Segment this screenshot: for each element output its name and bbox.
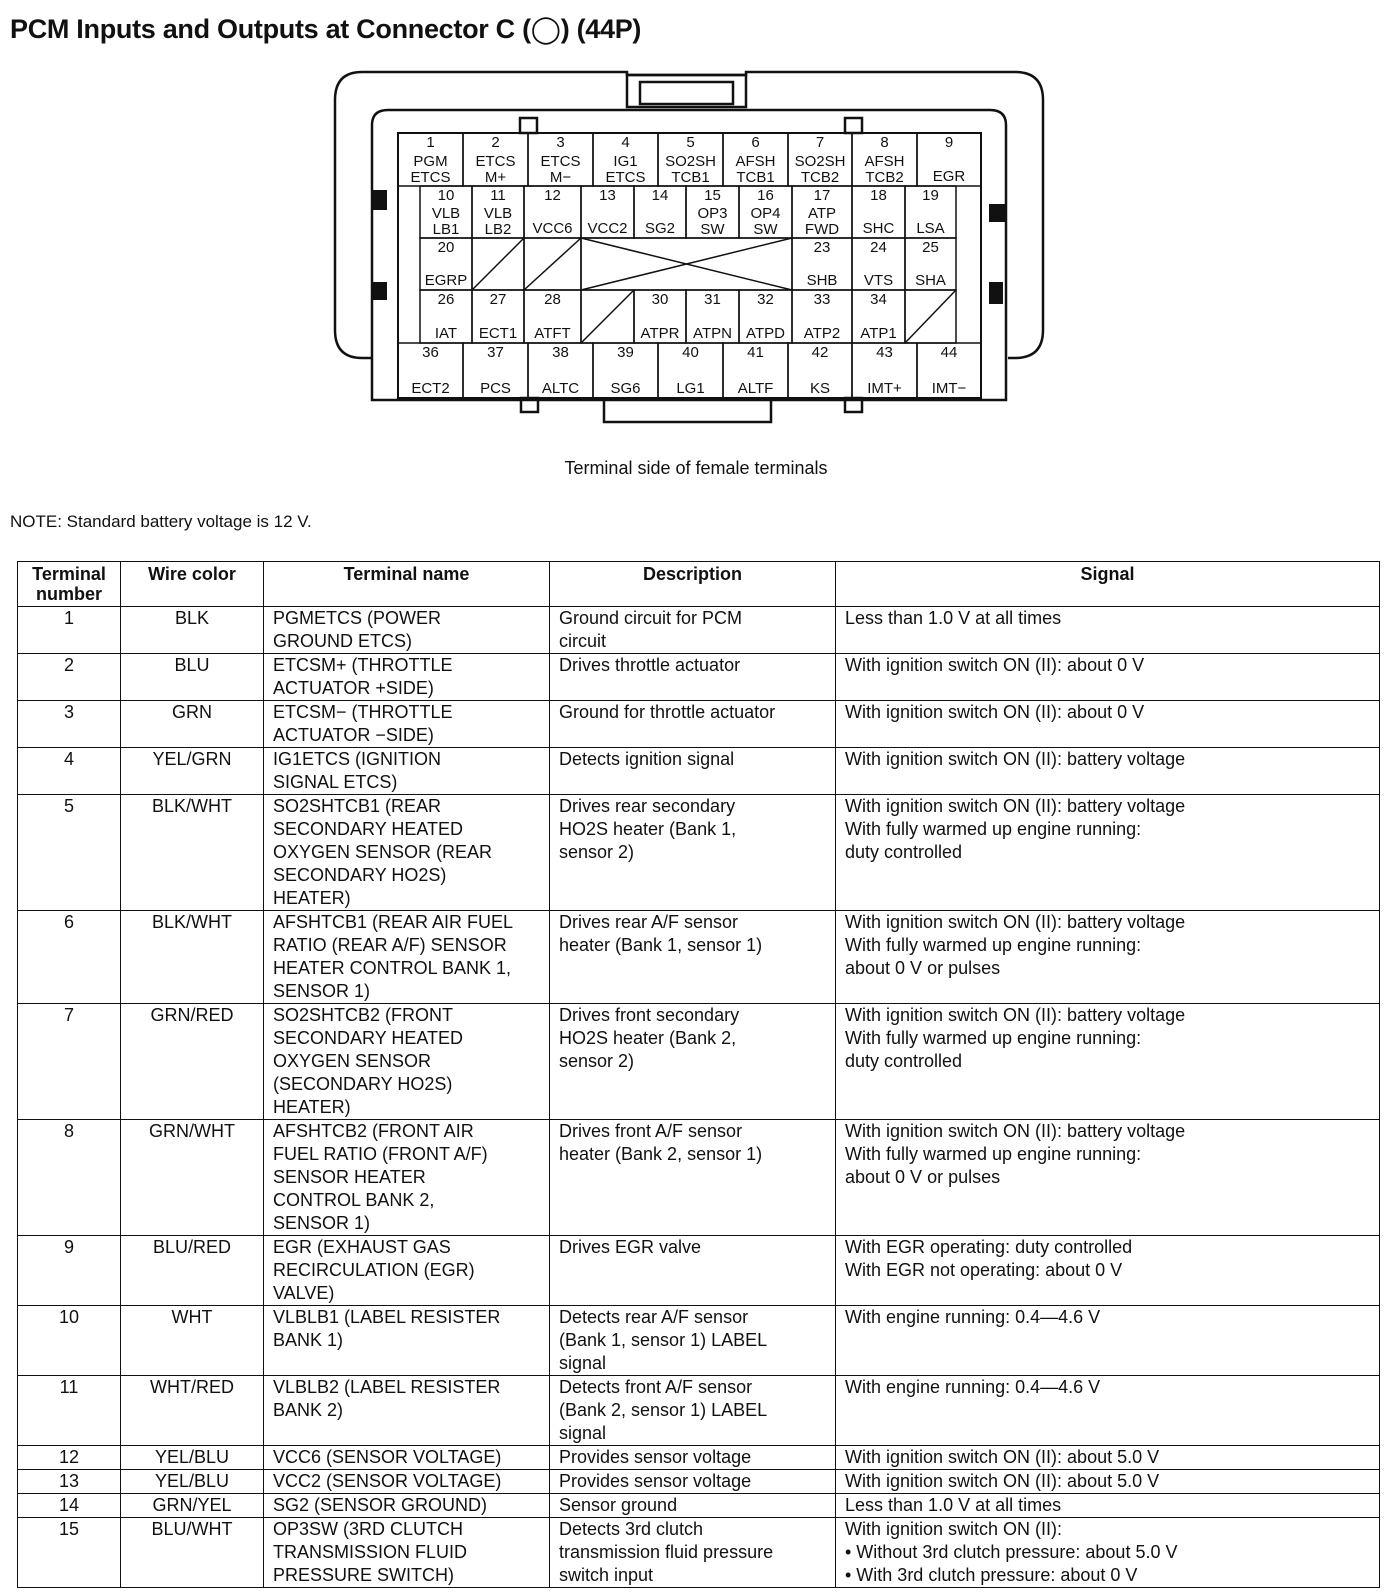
terminal-label-line2: ETCS	[410, 169, 451, 186]
terminal-number-cell: 9	[18, 1236, 121, 1306]
terminal-label-line1: AFSH	[864, 153, 905, 170]
table-row	[18, 1494, 1380, 1518]
terminal-number-cell: 6	[18, 911, 121, 1004]
terminal-number: 42	[811, 344, 829, 361]
table-row	[18, 1470, 1380, 1494]
terminal-label: EGRP	[424, 272, 468, 289]
terminal-number-cell: 2	[18, 654, 121, 701]
table-row	[18, 1446, 1380, 1470]
terminal-number: 3	[556, 134, 565, 151]
terminal-label: SHB	[806, 272, 838, 289]
wire-color-cell: BLU/RED	[121, 1236, 264, 1306]
terminal-number: 39	[617, 344, 634, 361]
table-row	[18, 701, 1380, 748]
terminal-label-line1: IG1	[613, 153, 638, 170]
terminal-number: 1	[426, 134, 435, 151]
signal-cell: With engine running: 0.4—4.6 V	[836, 1306, 1380, 1376]
terminal-number: 36	[422, 344, 439, 361]
diagram-caption: Terminal side of female terminals	[564, 458, 828, 478]
terminal-label-line2: M+	[484, 169, 507, 186]
terminal-label-line2: LB2	[484, 221, 512, 238]
terminal-label-line1: AFSH	[735, 153, 776, 170]
wire-color-cell: GRN/RED	[121, 1004, 264, 1120]
terminal-label-line1: ETCS	[540, 153, 581, 170]
terminal-number-cell: 11	[18, 1376, 121, 1446]
terminal-number: 44	[940, 344, 958, 361]
signal-cell: Less than 1.0 V at all times	[836, 607, 1380, 654]
terminal-name-cell: PGMETCS (POWER GROUND ETCS)	[264, 607, 550, 654]
description-cell: Drives rear secondary HO2S heater (Bank 1, sensor 2)	[550, 795, 836, 911]
pin-table	[17, 561, 1380, 1588]
terminal-name-cell: VCC6 (SENSOR VOLTAGE)	[264, 1446, 550, 1470]
wire-color-cell: BLK/WHT	[121, 911, 264, 1004]
terminal-label: ATFT	[534, 325, 571, 342]
terminal-label: ALTC	[541, 380, 580, 397]
signal-cell: With ignition switch ON (II): battery voltage With fully warmed up engine running: duty controlled	[836, 1004, 1380, 1120]
table-row	[18, 911, 1380, 1004]
terminal-number-cell: 1	[18, 607, 121, 654]
wire-color-cell: BLK	[121, 607, 264, 654]
terminal-number: 34	[870, 291, 887, 308]
terminal-label-line1: SO2SH	[794, 153, 846, 170]
terminal-name-cell: SO2SHTCB1 (REAR SECONDARY HEATED OXYGEN SENSOR (REAR SECONDARY HO2S) HEATER)	[264, 795, 550, 911]
terminal-label: IMT−	[931, 380, 967, 397]
terminal-label: ECT1	[478, 325, 518, 342]
terminal-label-line2: TCB1	[736, 169, 775, 186]
terminal-label-line2: M−	[549, 169, 572, 186]
terminal-label-line1: ETCS	[475, 153, 516, 170]
table-header-row	[18, 562, 1380, 607]
terminal-number-cell: 8	[18, 1120, 121, 1236]
wire-color-cell: GRN/YEL	[121, 1494, 264, 1518]
terminal-label: SG2	[644, 220, 676, 237]
terminal-name-cell: SG2 (SENSOR GROUND)	[264, 1494, 550, 1518]
terminal-number: 10	[437, 187, 455, 204]
description-cell: Detects ignition signal	[550, 748, 836, 795]
blocked-cavity-mark	[581, 290, 634, 343]
description-cell: Detects front A/F sensor (Bank 2, sensor 1) LABEL signal	[550, 1376, 836, 1446]
terminal-label: SHC	[862, 220, 895, 237]
terminal-label-line1: ATP	[807, 205, 837, 222]
wire-color-cell: BLK/WHT	[121, 795, 264, 911]
terminal-number-cell: 4	[18, 748, 121, 795]
wire-color-cell: YEL/BLU	[121, 1470, 264, 1494]
signal-cell: With ignition switch ON (II): battery voltage With fully warmed up engine running: about 0 V or pulses	[836, 1120, 1380, 1236]
description-cell: Ground for throttle actuator	[550, 701, 836, 748]
wire-color-cell: YEL/GRN	[121, 748, 264, 795]
blocked-cavity-mark	[472, 238, 524, 290]
terminal-name-cell: ETCSM− (THROTTLE ACTUATOR −SIDE)	[264, 701, 550, 748]
terminal-number: 19	[922, 187, 939, 204]
terminal-label: ATPN	[693, 325, 732, 342]
terminal-label-line1: SO2SH	[665, 153, 716, 170]
terminal-number: 20	[437, 239, 455, 256]
description-cell: Drives front A/F sensor heater (Bank 2, sensor 1)	[550, 1120, 836, 1236]
terminal-number: 23	[813, 239, 831, 256]
table-row	[18, 748, 1380, 795]
terminal-name-cell: AFSHTCB2 (FRONT AIR FUEL RATIO (FRONT A/F) SENSOR HEATER CONTROL BANK 2, SENSOR 1)	[264, 1120, 550, 1236]
terminal-label: ALTF	[737, 380, 774, 397]
terminal-number-cell: 14	[18, 1494, 121, 1518]
terminal-number: 27	[489, 291, 507, 308]
terminal-number: 25	[922, 239, 939, 256]
signal-cell: With EGR operating: duty controlled With EGR not operating: about 0 V	[836, 1236, 1380, 1306]
signal-cell: With engine running: 0.4—4.6 V	[836, 1376, 1380, 1446]
terminal-number: 6	[751, 134, 760, 151]
wire-color-cell: YEL/BLU	[121, 1446, 264, 1470]
signal-cell: Less than 1.0 V at all times	[836, 1494, 1380, 1518]
header-terminal-number: Terminal number	[18, 562, 121, 607]
terminal-label: SG6	[610, 380, 641, 397]
terminal-name-cell: VCC2 (SENSOR VOLTAGE)	[264, 1470, 550, 1494]
terminal-number: 16	[757, 187, 774, 204]
wire-color-cell: GRN/WHT	[121, 1120, 264, 1236]
terminal-name-cell: IG1ETCS (IGNITION SIGNAL ETCS)	[264, 748, 550, 795]
description-cell: Drives front secondary HO2S heater (Bank 2, sensor 2)	[550, 1004, 836, 1120]
description-cell: Provides sensor voltage	[550, 1446, 836, 1470]
terminal-label: ATPD	[746, 325, 785, 342]
terminal-label-line2: SW	[753, 221, 778, 238]
table-row	[18, 1120, 1380, 1236]
terminal-label: VTS	[863, 272, 894, 289]
description-cell: Ground circuit for PCM circuit	[550, 607, 836, 654]
terminal-label: KS	[809, 380, 831, 397]
table-row	[18, 1518, 1380, 1588]
terminal-label: LSA	[916, 220, 945, 237]
terminal-number-cell: 3	[18, 701, 121, 748]
terminal-number-cell: 5	[18, 795, 121, 911]
terminal-name-cell: VLBLB2 (LABEL RESISTER BANK 2)	[264, 1376, 550, 1446]
description-cell: Detects 3rd clutch transmission fluid pressure switch input	[550, 1518, 836, 1588]
signal-cell: With ignition switch ON (II): about 0 V	[836, 701, 1380, 748]
terminal-number-cell: 7	[18, 1004, 121, 1120]
description-cell: Detects rear A/F sensor (Bank 1, sensor 1) LABEL signal	[550, 1306, 836, 1376]
battery-voltage-note: NOTE: Standard battery voltage is 12 V.	[10, 512, 312, 531]
terminal-number: 12	[544, 187, 561, 204]
signal-cell: With ignition switch ON (II): battery voltage	[836, 748, 1380, 795]
terminal-number: 15	[704, 187, 721, 204]
terminal-number: 5	[686, 134, 695, 151]
terminal-number: 4	[621, 134, 630, 151]
terminal-number: 11	[490, 187, 506, 204]
signal-cell: With ignition switch ON (II): battery voltage With fully warmed up engine running: about 0 V or pulses	[836, 911, 1380, 1004]
table-row	[18, 654, 1380, 701]
terminal-label: ECT2	[411, 380, 450, 397]
header-description: Description	[550, 562, 836, 607]
terminal-number-cell: 15	[18, 1518, 121, 1588]
table-row	[18, 1306, 1380, 1376]
terminal-label-line2: TCB2	[800, 169, 840, 186]
terminal-number-cell: 13	[18, 1470, 121, 1494]
terminal-number: 32	[757, 291, 774, 308]
terminal-label-line2: LB1	[432, 221, 460, 238]
terminal-label: SHA	[915, 272, 946, 289]
terminal-number-cell: 10	[18, 1306, 121, 1376]
terminal-label-line1: PGM	[413, 153, 448, 170]
description-cell: Drives throttle actuator	[550, 654, 836, 701]
description-cell: Provides sensor voltage	[550, 1470, 836, 1494]
terminal-cells	[410, 134, 966, 397]
terminal-number: 18	[870, 187, 887, 204]
terminal-label-line2: TCB1	[671, 169, 710, 186]
signal-cell: With ignition switch ON (II): • Without 3rd clutch pressure: about 5.0 V • With 3rd clutch pressure: about 0 V	[836, 1518, 1380, 1588]
terminal-number: 24	[870, 239, 887, 256]
wire-color-cell: BLU	[121, 654, 264, 701]
terminal-number: 41	[747, 344, 764, 361]
terminal-name-cell: SO2SHTCB2 (FRONT SECONDARY HEATED OXYGEN SENSOR (SECONDARY HO2S) HEATER)	[264, 1004, 550, 1120]
signal-cell: With ignition switch ON (II): about 5.0 V	[836, 1446, 1380, 1470]
table-row	[18, 607, 1380, 654]
terminal-label: ATPR	[640, 325, 680, 342]
table-row	[18, 1004, 1380, 1120]
terminal-name-cell: VLBLB1 (LABEL RESISTER BANK 1)	[264, 1306, 550, 1376]
blocked-cavity-mark	[524, 238, 581, 290]
signal-cell: With ignition switch ON (II): battery voltage With fully warmed up engine running: duty controlled	[836, 795, 1380, 911]
terminal-number: 2	[491, 134, 500, 151]
terminal-number: 33	[813, 291, 831, 308]
terminal-label-line1: OP3	[697, 205, 728, 222]
table-row	[18, 1376, 1380, 1446]
terminal-number: 37	[487, 344, 504, 361]
terminal-number: 8	[880, 134, 889, 151]
terminal-label-line2: SW	[700, 221, 725, 238]
terminal-label-line1: OP4	[750, 205, 781, 222]
terminal-number: 28	[544, 291, 561, 308]
table-row	[18, 795, 1380, 911]
description-cell: Sensor ground	[550, 1494, 836, 1518]
header-signal: Signal	[836, 562, 1380, 607]
wire-color-cell: WHT/RED	[121, 1376, 264, 1446]
terminal-label: LG1	[676, 380, 705, 397]
terminal-number: 9	[944, 134, 954, 151]
wire-color-cell: BLU/WHT	[121, 1518, 264, 1588]
terminal-label: ATP2	[803, 325, 841, 342]
table-row	[18, 1236, 1380, 1306]
wire-color-cell: GRN	[121, 701, 264, 748]
terminal-number: 13	[599, 187, 616, 204]
signal-cell: With ignition switch ON (II): about 5.0 V	[836, 1470, 1380, 1494]
terminal-label-line2: ETCS	[605, 169, 646, 186]
terminal-label: VCC6	[532, 220, 573, 237]
blocked-cavity-mark	[905, 290, 956, 343]
terminal-number: 30	[651, 291, 669, 308]
terminal-number: 17	[813, 187, 831, 204]
terminal-name-cell: AFSHTCB1 (REAR AIR FUEL RATIO (REAR A/F) SENSOR HEATER CONTROL BANK 1, SENSOR 1)	[264, 911, 550, 1004]
terminal-number-cell: 12	[18, 1446, 121, 1470]
terminal-label: IAT	[434, 325, 458, 342]
wire-color-cell: WHT	[121, 1306, 264, 1376]
signal-cell: With ignition switch ON (II): about 0 V	[836, 654, 1380, 701]
terminal-label: PCS	[480, 380, 511, 397]
terminal-label: EGR	[932, 168, 966, 185]
terminal-label: VCC2	[587, 220, 628, 237]
terminal-label-line1: VLB	[483, 205, 513, 222]
side-clips	[373, 190, 1005, 304]
terminal-number: 38	[552, 344, 569, 361]
terminal-label-line1: VLB	[431, 205, 461, 222]
terminal-label-line2: FWD	[804, 221, 840, 238]
terminal-name-cell: ETCSM+ (THROTTLE ACTUATOR +SIDE)	[264, 654, 550, 701]
header-wire-color: Wire color	[121, 562, 264, 607]
terminal-number: 31	[704, 291, 721, 308]
description-cell: Drives EGR valve	[550, 1236, 836, 1306]
description-cell: Drives rear A/F sensor heater (Bank 1, sensor 1)	[550, 911, 836, 1004]
terminal-number: 40	[682, 344, 699, 361]
terminal-label-line2: TCB2	[865, 169, 904, 186]
header-terminal-name: Terminal name	[264, 562, 550, 607]
connector-diagram	[0, 0, 1392, 440]
terminal-label: ATP1	[860, 325, 897, 342]
terminal-number: 26	[437, 291, 455, 308]
terminal-name-cell: EGR (EXHAUST GAS RECIRCULATION (EGR) VALVE)	[264, 1236, 550, 1306]
terminal-label: IMT+	[867, 380, 902, 397]
terminal-name-cell: OP3SW (3RD CLUTCH TRANSMISSION FLUID PRESSURE SWITCH)	[264, 1518, 550, 1588]
terminal-number: 43	[876, 344, 893, 361]
terminal-number: 7	[815, 134, 825, 151]
page-title: PCM Inputs and Outputs at Connector C (◯) (44P)	[10, 14, 642, 44]
terminal-number: 14	[651, 187, 669, 204]
